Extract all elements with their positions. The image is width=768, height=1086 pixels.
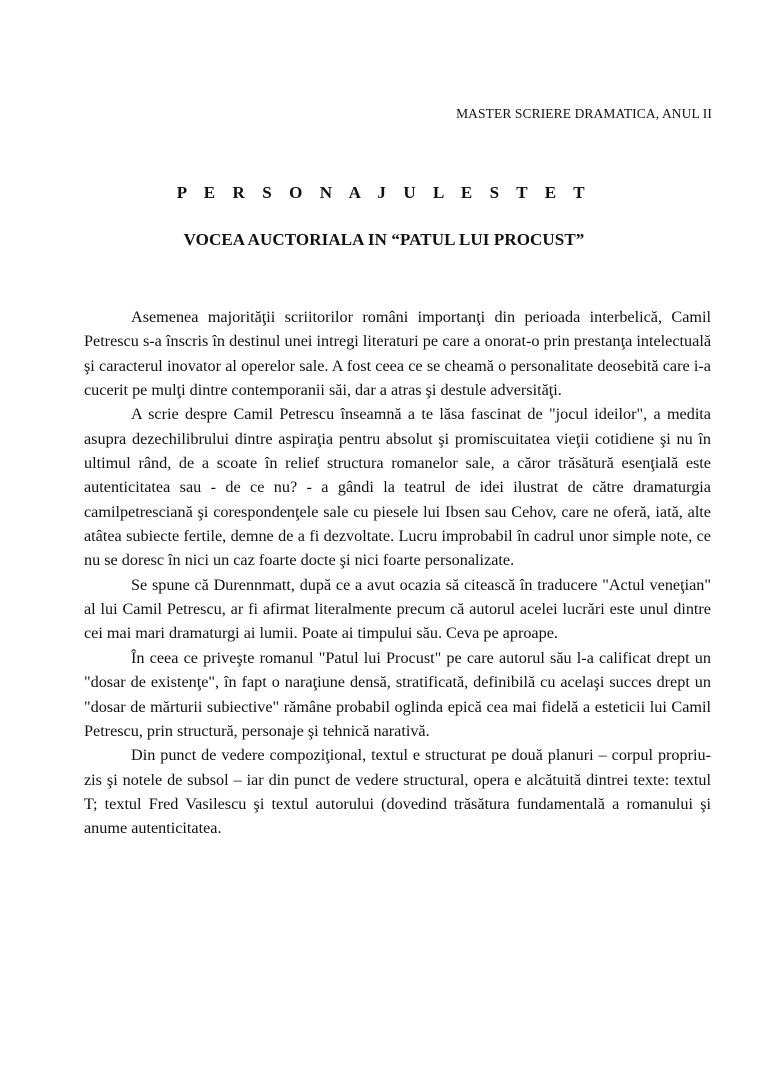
paragraph: Se spune că Durennmatt, după ce a avut ocazia să citească în traducere "Actul veneţian" al lui Camil Petrescu, ar fi afirmat literalmente precum că autorul acelei lucrări este unul dintre cei mai mari dramaturgi ai lumii. Poate ai timpului său. Ceva pe aproape. (84, 575, 711, 643)
paragraph: Asemenea majorităţii scriitorilor români importanţi din perioada interbelică, Camil Petrescu s-a înscris în destinul unei intregi literaturi pe care a onorat-o prin prestanţa intelectuală şi caracterul inovator al operelor sale. A fost ceea ce se cheamă o personalitate deosebită care i-a cucerit pe mulţi dintre contemporanii săi, dar a atras şi destule adversităţi. (84, 308, 711, 400)
paragraph: În ceea ce priveşte romanul "Patul lui Procust" pe care autorul său l-a calificat drept un "dosar de existenţe", în fapt o naraţiune densă, stratificată, definibilă cu acelaşi succes drept un "dosar de mărturii subiective" rămâne probabil oglinda epică cea mai fidelă a esteticii lui Camil Petrescu, prin structură, personaje şi tehnică narativă. (84, 648, 711, 740)
paragraph: Din punct de vedere compoziţional, textul e structurat pe două planuri – corpul propriu-zis şi notele de subsol – iar din punct de vedere structural, opera e alcătuită dintrei texte: textul T; textul Fred Vasilescu şi textul autorului (dovedind trăsătura fundamentală a romanului şi anume autenticitatea. (84, 746, 711, 838)
document-body (84, 305, 711, 841)
paragraph: A scrie despre Camil Petrescu înseamnă a te lăsa fascinat de "jocul ideilor", a medita asupra dezechilibrului dintre aspiraţia pentru absolut şi promiscuitatea vieţii cotidiene şi nu în ultimul rând, de a scoate în relief structura romanelor sale, a căror trăsătură esenţială este autenticitatea sau - de ce nu? - a gândi la teatrul de idei ilustrat de către dramaturgia camilpetresciană şi corespondenţele sale cu piesele lui Ibsen sau Cehov, care ne oferă, iată, alte atâtea subiecte fertile, demne de a fi dezvoltate. Lucru improbabil în cadrul unor simple note, ce nu se doresc în nici un caz foarte docte şi nici foarte personalizate. (84, 405, 711, 570)
document-subtitle: VOCEA AUCTORIALA IN “PATUL LUI PROCUST” (183, 230, 585, 249)
running-header: MASTER SCRIERE DRAMATICA, ANUL II (456, 106, 712, 121)
document-title: P E R S O N A J U L E S T E T (176, 183, 592, 202)
